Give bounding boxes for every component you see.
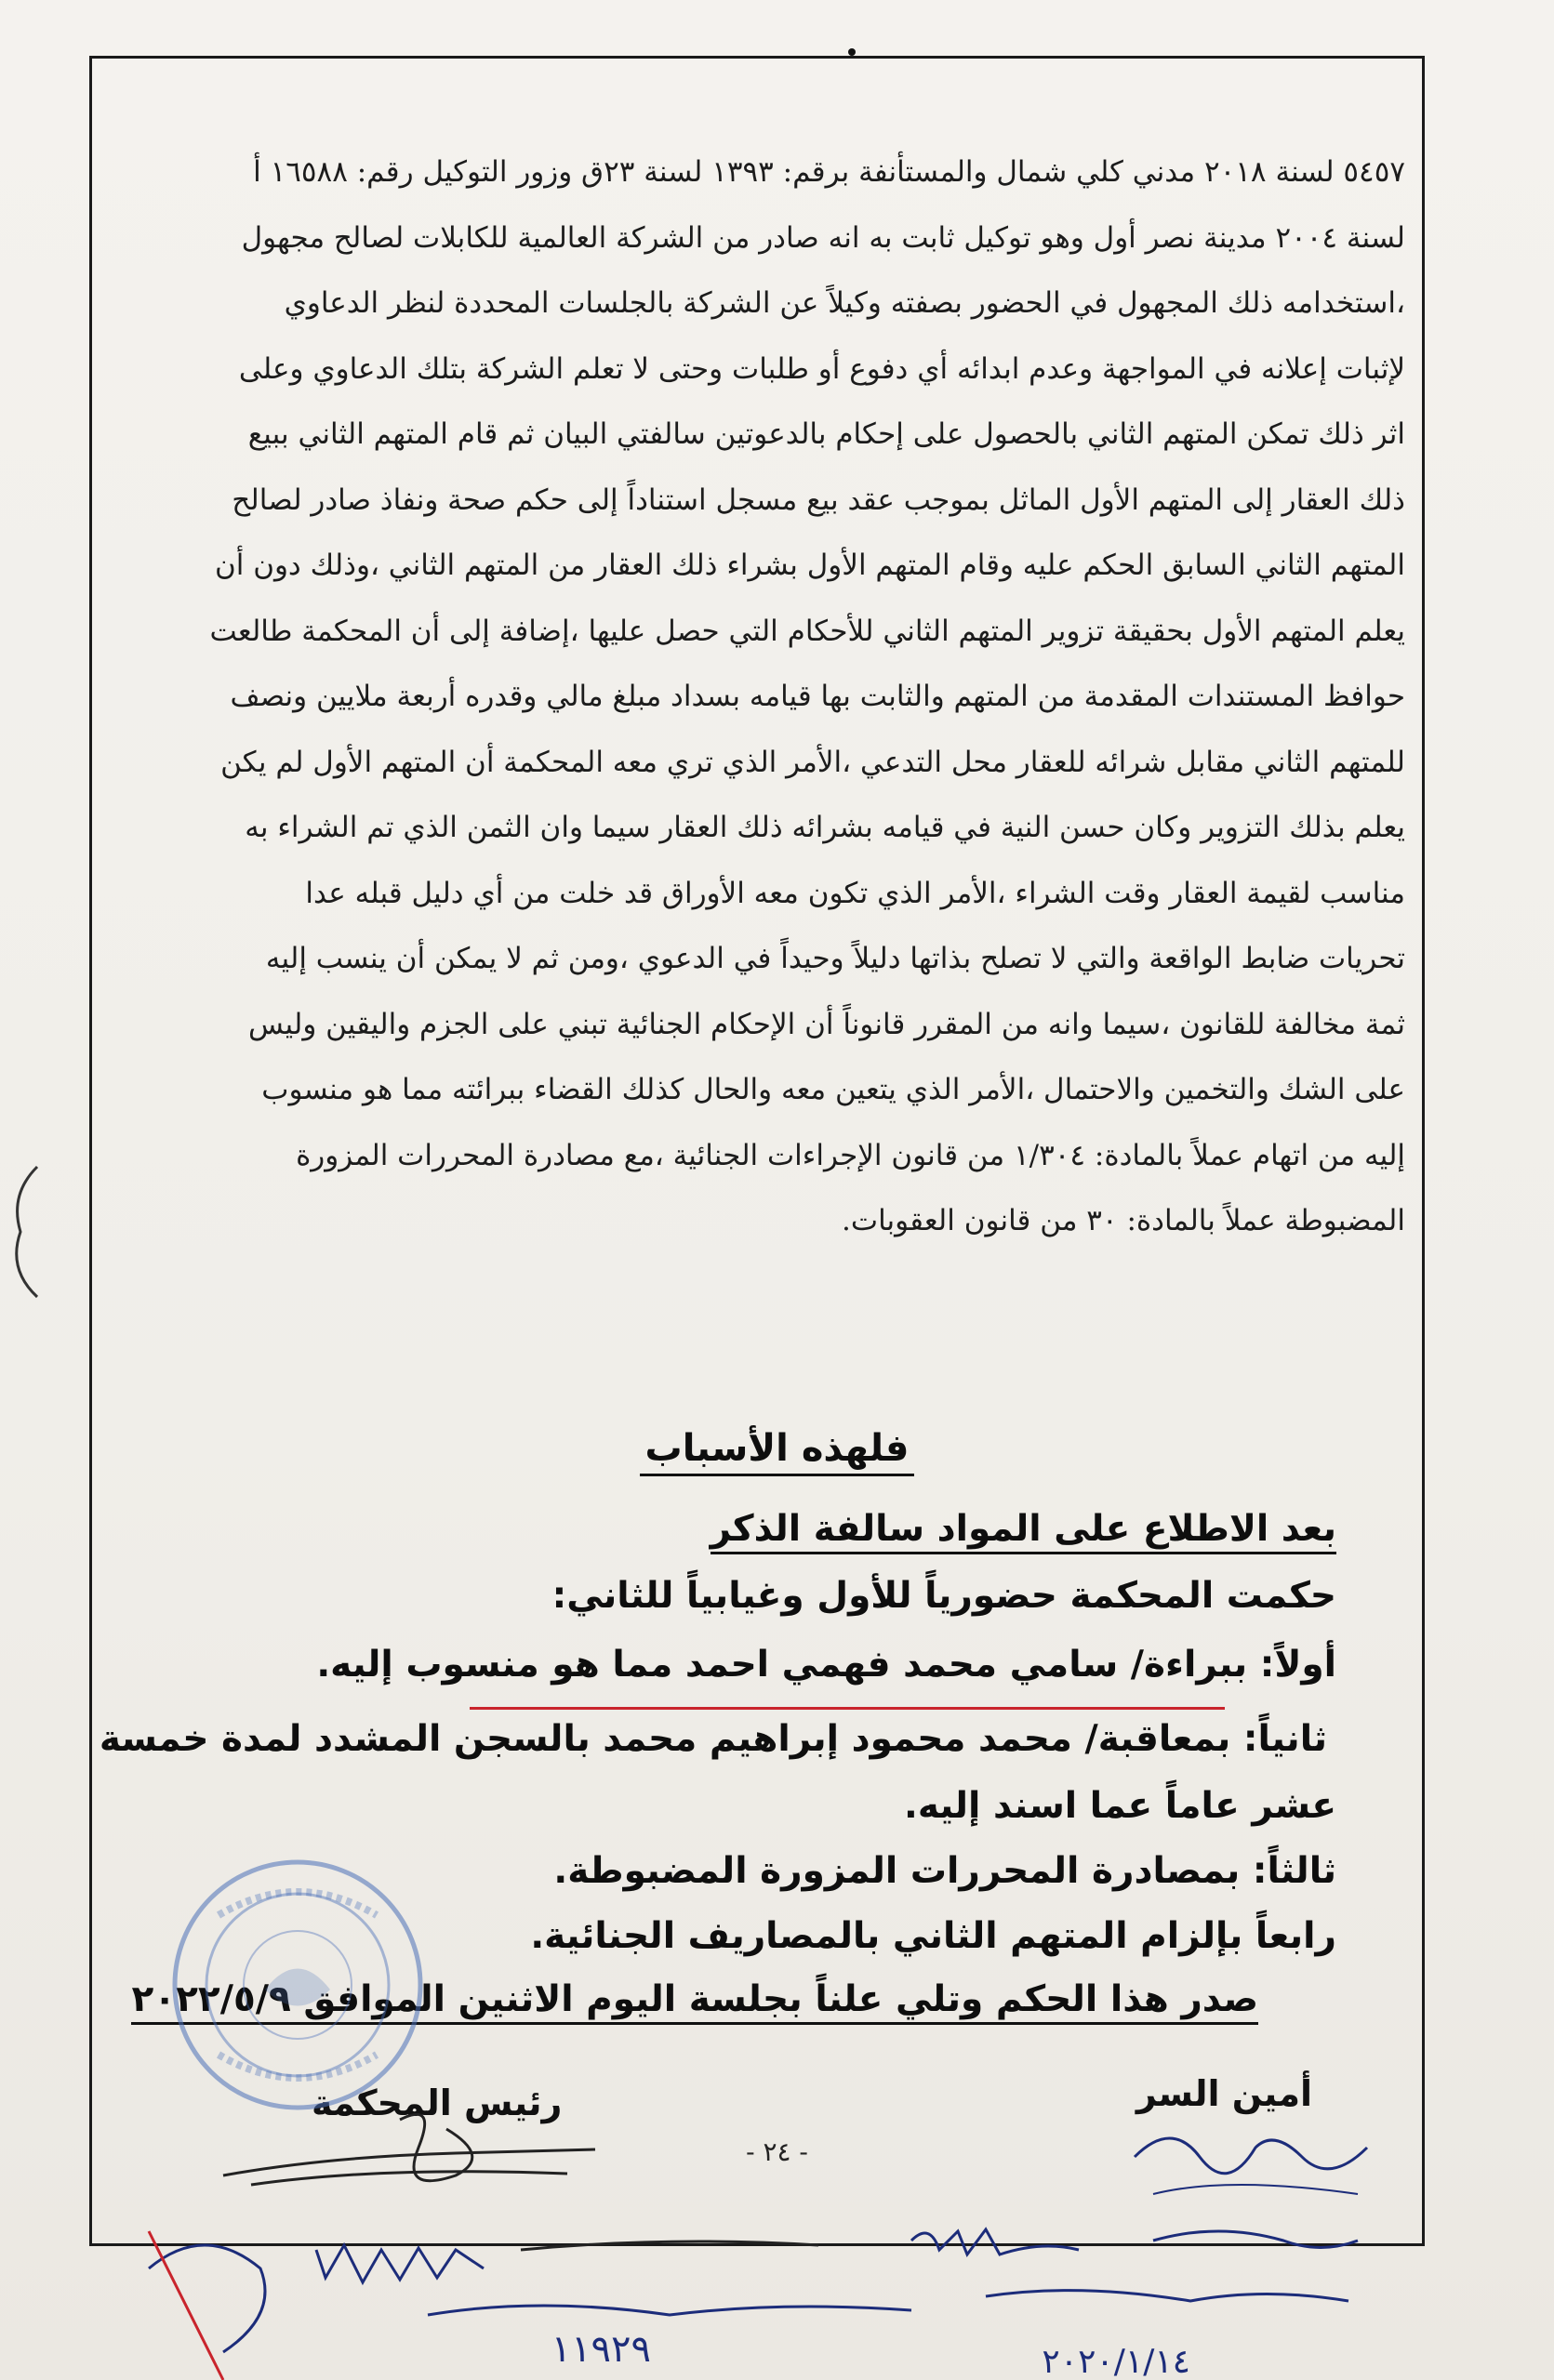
handwritten-annotations-icon bbox=[149, 2213, 1451, 2380]
verdict-after-review bbox=[711, 1508, 1336, 1550]
verdict-fourth bbox=[530, 1915, 1336, 1957]
body-line: ٥٤٥٧ لسنة ٢٠١٨ مدني كلي شمال والمستأنفة برقم: ١٣٩٣ لسنة ٢٣ق وزور التوكيل رقم: ١٦٥٨٨ أ bbox=[253, 155, 1405, 189]
third-ruling-text: ثالثاً: بمصادرة المحررات المزورة المضبوطة. bbox=[553, 1850, 1336, 1892]
court-president-label: رئيس المحكمة bbox=[312, 2082, 563, 2123]
body-line: لإثبات إعلانه في المواجهة وعدم ابدائه أي دفوع أو طلبات وحتى لا تعلم الشركة بتلك الدعاوي وعلى bbox=[238, 351, 1405, 386]
body-line: يعلم بذلك التزوير وكان حسن النية في قيامه بشرائه ذلك العقار سيما وان الثمن الذي تم الشراء به bbox=[245, 811, 1405, 844]
verdict-first bbox=[316, 1644, 1336, 1686]
page-number: - ٢٤ - bbox=[746, 2136, 808, 2167]
body-line: إليه من اتهام عملاً بالمادة: ١/٣٠٤ من قانون الإجراءات الجنائية ،مع مصادرة المحررات المزورة bbox=[296, 1138, 1405, 1172]
ruled-text: حكمت المحكمة حضورياً للأول وغيابياً للثاني: bbox=[551, 1575, 1336, 1617]
secretary-label: أمين السر bbox=[1136, 2073, 1312, 2114]
second-ruling-text: ثانياً: بمعاقبة/ محمد محمود إبراهيم محمد بالسجن المشدد لمدة خمسة bbox=[99, 1718, 1327, 1760]
court-seal-stamp-icon bbox=[163, 1850, 432, 2120]
after-review-text: بعد الاطلاع على المواد سالفة الذكر bbox=[711, 1508, 1336, 1554]
secretary-signature-icon bbox=[1116, 2110, 1395, 2222]
first-ruling-text: أولاً: ببراءة/ سامي محمد فهمي احمد مما هو منسوب إليه. bbox=[316, 1644, 1336, 1686]
second-ruling-continued: عشر عاماً عما اسند إليه. bbox=[904, 1785, 1336, 1827]
body-line: المتهم الثاني السابق الحكم عليه وقام المتهم الأول بشراء ذلك العقار من المتهم الثاني ،وذلك دون أن bbox=[214, 549, 1405, 582]
body-line: اثر ذلك تمكن المتهم الثاني بالحصول على إحكام بالدعوتين سالفتي البيان ثم قام المتهم الثاني ببيع bbox=[247, 417, 1405, 451]
body-line: تحريات ضابط الواقعة والتي لا تصلح بذاتها دليلاً وحيداً في الدعوي ،ومن ثم لا يمكن أن ينسب إليه bbox=[265, 942, 1405, 975]
handwritten-number: ١١٩٢٩ bbox=[551, 2328, 651, 2371]
issued-date-text: صدر هذا الحكم وتلي علناً بجلسة اليوم الاثنين الموافق ٢٠٢٢/٥/٩ bbox=[131, 1978, 1258, 2025]
top-dot-mark bbox=[848, 48, 856, 56]
red-pen-underline bbox=[470, 1707, 1225, 1710]
body-line: مناسب لقيمة العقار وقت الشراء ،الأمر الذي تكون معه الأوراق قد خلت من أي دليل قبله عدا bbox=[305, 876, 1405, 910]
verdict-third bbox=[553, 1850, 1336, 1892]
verdict-second-cont bbox=[904, 1785, 1336, 1827]
president-signature-icon bbox=[214, 2092, 604, 2213]
verdict-ruled bbox=[552, 1575, 1336, 1617]
body-line: لسنة ٢٠٠٤ مدينة نصر أول وهو توكيل ثابت به انه صادر من الشركة العالمية للكابلات لصالح مجهول bbox=[241, 220, 1405, 255]
body-line: يعلم المتهم الأول بحقيقة تزوير المتهم الثاني للأحكام التي حصل عليها ،إضافة إلى أن المحكمة طالعت bbox=[209, 614, 1405, 648]
body-line: ثمة مخالفة للقانون ،سيما وانه من المقرر قانوناً أن الإحكام الجنائية تبني على الجزم واليقين وليس bbox=[248, 1007, 1405, 1041]
body-line: للمتهم الثاني مقابل شرائه للعقار محل التدعي ،الأمر الذي تري معه المحكمة أن المتهم الأول لم يكن bbox=[220, 745, 1405, 779]
body-line: المضبوطة عملاً بالمادة: ٣٠ من قانون العقوبات. bbox=[842, 1204, 1405, 1237]
judgment-reasoning-text bbox=[209, 139, 1405, 1254]
body-line: حوافظ المستندات المقدمة من المتهم والثابت بها قيامه بسداد مبلغ مالي وقدره أربعة ملايين ونصف bbox=[230, 680, 1405, 713]
causes-heading-label: فلهذه الأسباب bbox=[640, 1427, 915, 1476]
edge-bracket-mark bbox=[0, 1157, 56, 1306]
fourth-ruling-text: رابعاً بإلزام المتهم الثاني بالمصاريف الجنائية. bbox=[530, 1915, 1336, 1957]
handwritten-date: ٢٠٢٠/١/١٤ bbox=[1042, 2343, 1190, 2380]
verdict-second bbox=[100, 1718, 1327, 1760]
causes-heading bbox=[0, 1427, 1554, 1470]
body-line: ذلك العقار إلى المتهم الأول الماثل بموجب عقد بيع مسجل استناداً إلى حكم صحة ونفاذ صادر لصالح bbox=[232, 483, 1405, 517]
body-line: ،استخدامه ذلك المجهول في الحضور بصفته وكيلاً عن الشركة بالجلسات المحددة لنظر الدعاوي bbox=[284, 286, 1405, 320]
body-line: على الشك والتخمين والاحتمال ،الأمر الذي يتعين معه والحال كذلك القضاء ببرائته مما هو منسوب bbox=[261, 1073, 1405, 1106]
